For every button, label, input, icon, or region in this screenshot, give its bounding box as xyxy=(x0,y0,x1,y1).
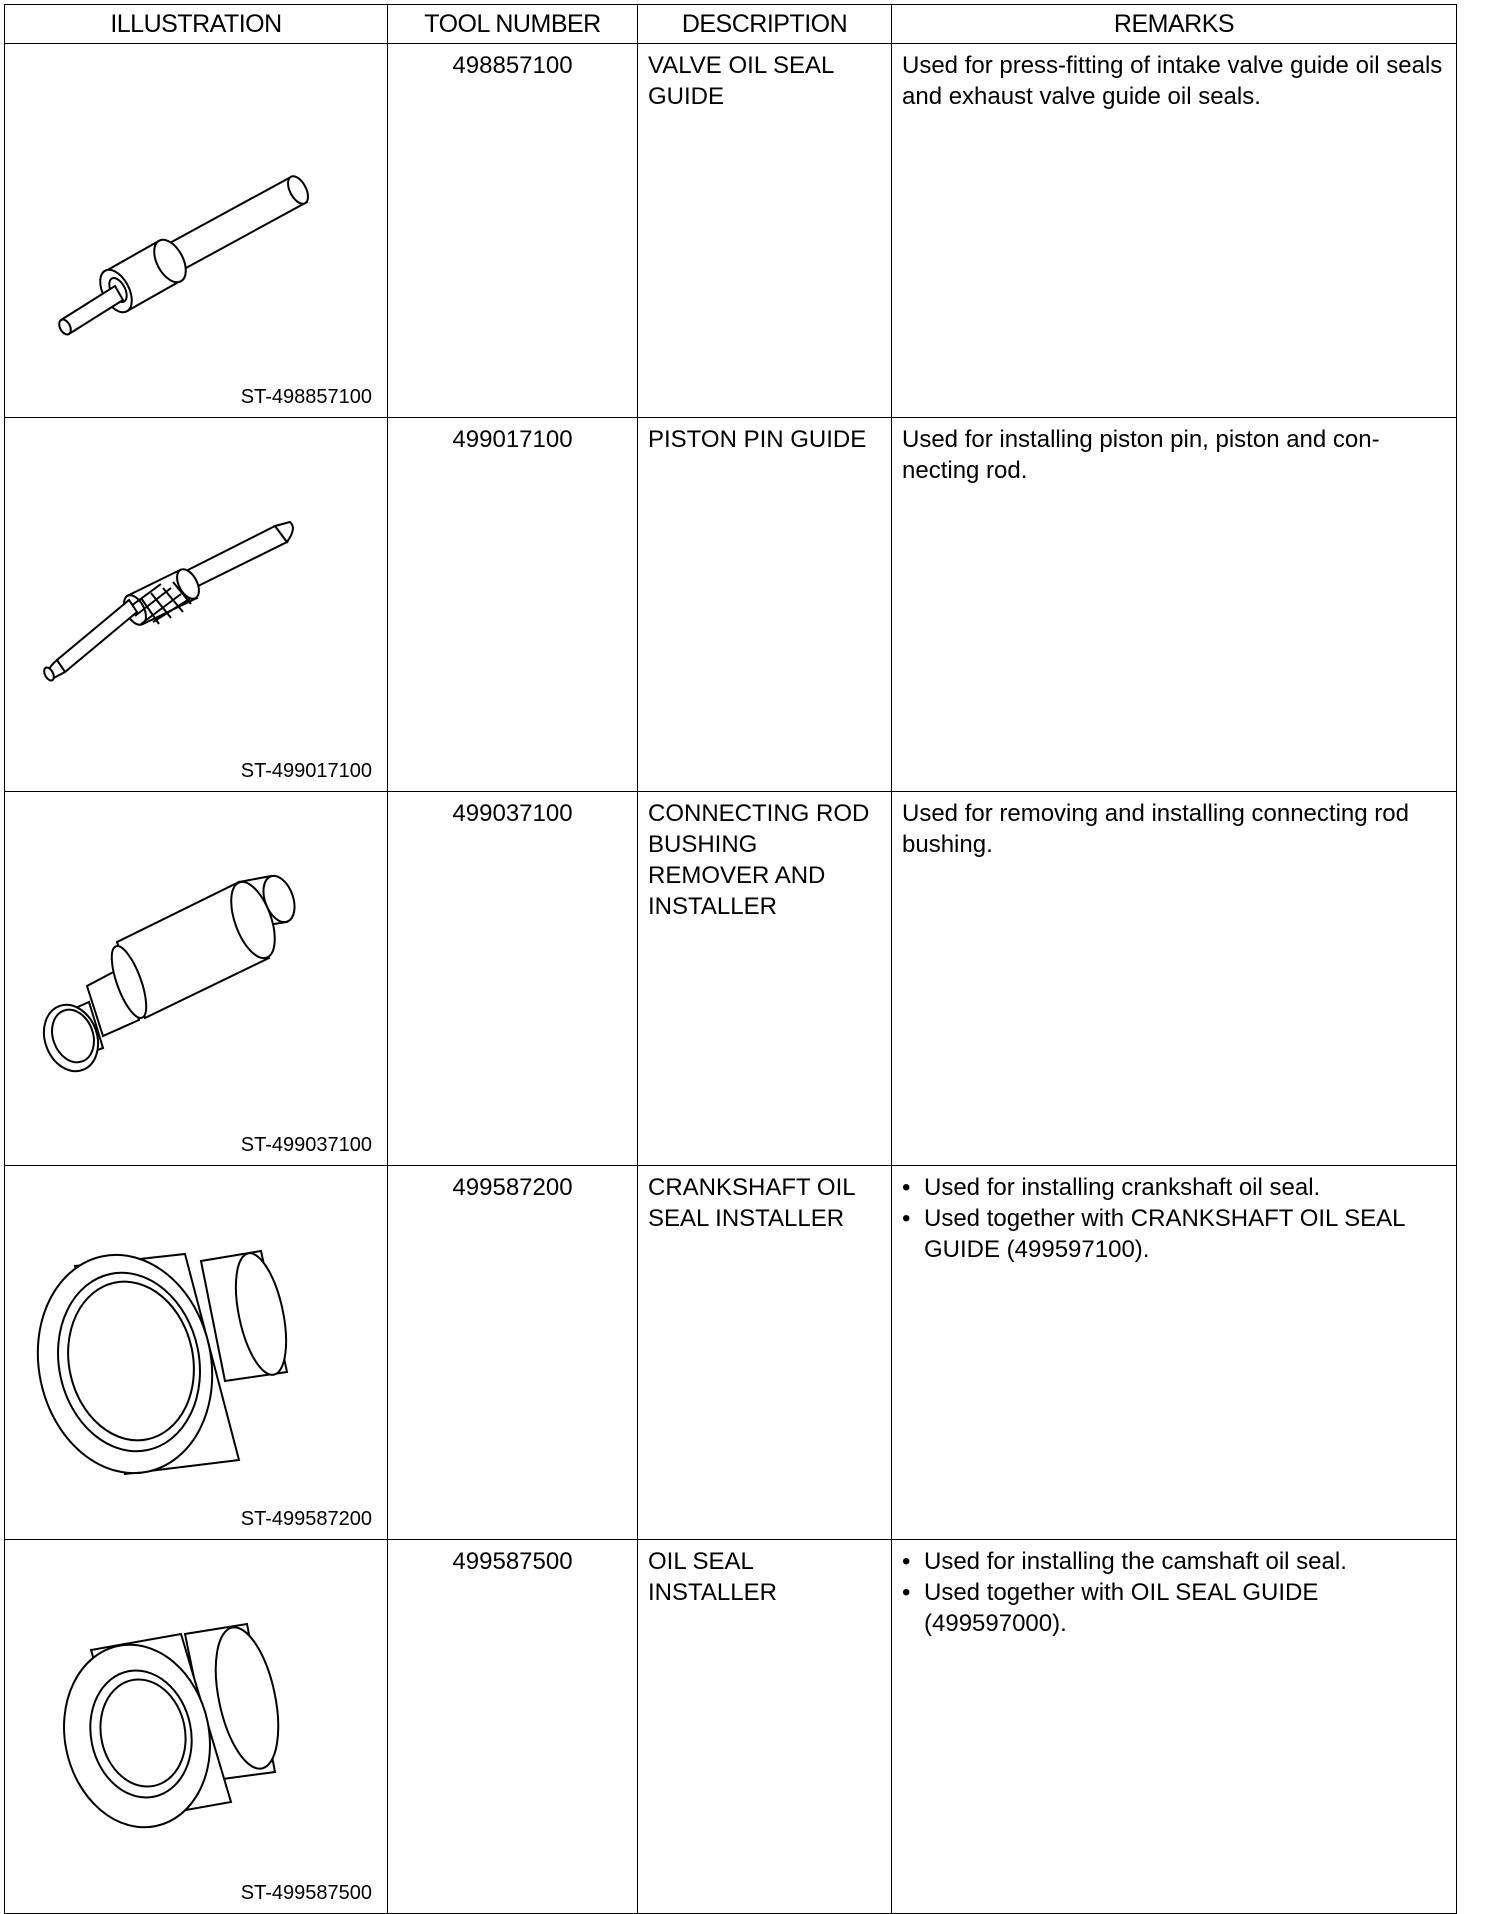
tool-number-cell: 499037100 xyxy=(388,792,638,1166)
illustration-cell xyxy=(5,1166,388,1540)
illustration-cell xyxy=(5,792,388,1166)
illustration-code: ST-499587200 xyxy=(240,1508,372,1530)
header-illustration: ILLUSTRATION xyxy=(5,5,388,44)
remarks-list xyxy=(902,1546,1446,1639)
remark-item: • Used for installing the camshaft oil seal. xyxy=(902,1546,1446,1577)
header-description: DESCRIPTION xyxy=(638,5,892,44)
description-cell: VALVE OIL SEAL GUIDE xyxy=(638,44,892,418)
tool-number-cell: 499587200 xyxy=(388,1166,638,1540)
valve-oil-seal-guide-drawing xyxy=(25,74,345,374)
table-row xyxy=(5,792,1457,1166)
header-remarks: REMARKS xyxy=(892,5,1457,44)
description-cell: OIL SEAL INSTALLER xyxy=(638,1540,892,1914)
table-row xyxy=(5,44,1457,418)
illustration-code: ST-499037100 xyxy=(240,1134,372,1156)
remark-item: • Used for installing crankshaft oil seal. xyxy=(902,1172,1446,1203)
illustration-cell xyxy=(5,418,388,792)
illustration-code: ST-499587500 xyxy=(240,1882,372,1904)
remarks-list xyxy=(902,1172,1446,1265)
table-header-row xyxy=(5,5,1457,44)
remarks-cell xyxy=(892,792,1457,1166)
oil-seal-installer-drawing xyxy=(25,1570,345,1870)
connecting-rod-bushing-tool-drawing xyxy=(25,822,345,1122)
remarks-cell xyxy=(892,1166,1457,1540)
remarks-cell xyxy=(892,1540,1457,1914)
remark-item: • Used together with OIL SEAL GUIDE (499597000). xyxy=(902,1577,1446,1639)
description-cell: PISTON PIN GUIDE xyxy=(638,418,892,792)
description-cell: CONNECTING ROD BUSHING REMOVER AND INSTALLER xyxy=(638,792,892,1166)
remark-text: Used for press-fitting of intake valve guide oil seals and exhaust valve guide oil seals. xyxy=(902,52,1443,110)
tool-number-cell: 498857100 xyxy=(388,44,638,418)
tool-number-cell: 499017100 xyxy=(388,418,638,792)
illustration-code: ST-498857100 xyxy=(240,386,372,408)
remarks-cell xyxy=(892,418,1457,792)
crankshaft-oil-seal-installer-drawing xyxy=(25,1196,345,1496)
remarks-cell xyxy=(892,44,1457,418)
description-cell: CRANKSHAFT OIL SEAL INSTALLER xyxy=(638,1166,892,1540)
illustration-code: ST-499017100 xyxy=(240,760,372,782)
illustration-cell xyxy=(5,44,388,418)
illustration-cell xyxy=(5,1540,388,1914)
table-row xyxy=(5,1540,1457,1914)
header-tool-number: TOOL NUMBER xyxy=(388,5,638,44)
tool-number-cell: 499587500 xyxy=(388,1540,638,1914)
remark-text: Used for removing and installing connecting rod bushing. xyxy=(902,800,1409,858)
remark-text: Used for installing piston pin, piston and con-necting rod. xyxy=(902,426,1380,484)
table-row xyxy=(5,1166,1457,1540)
remark-item: • Used together with CRANKSHAFT OIL SEAL GUIDE (499597100). xyxy=(902,1203,1446,1265)
piston-pin-guide-drawing xyxy=(25,448,345,748)
table-row xyxy=(5,418,1457,792)
special-tools-table xyxy=(4,4,1457,1914)
